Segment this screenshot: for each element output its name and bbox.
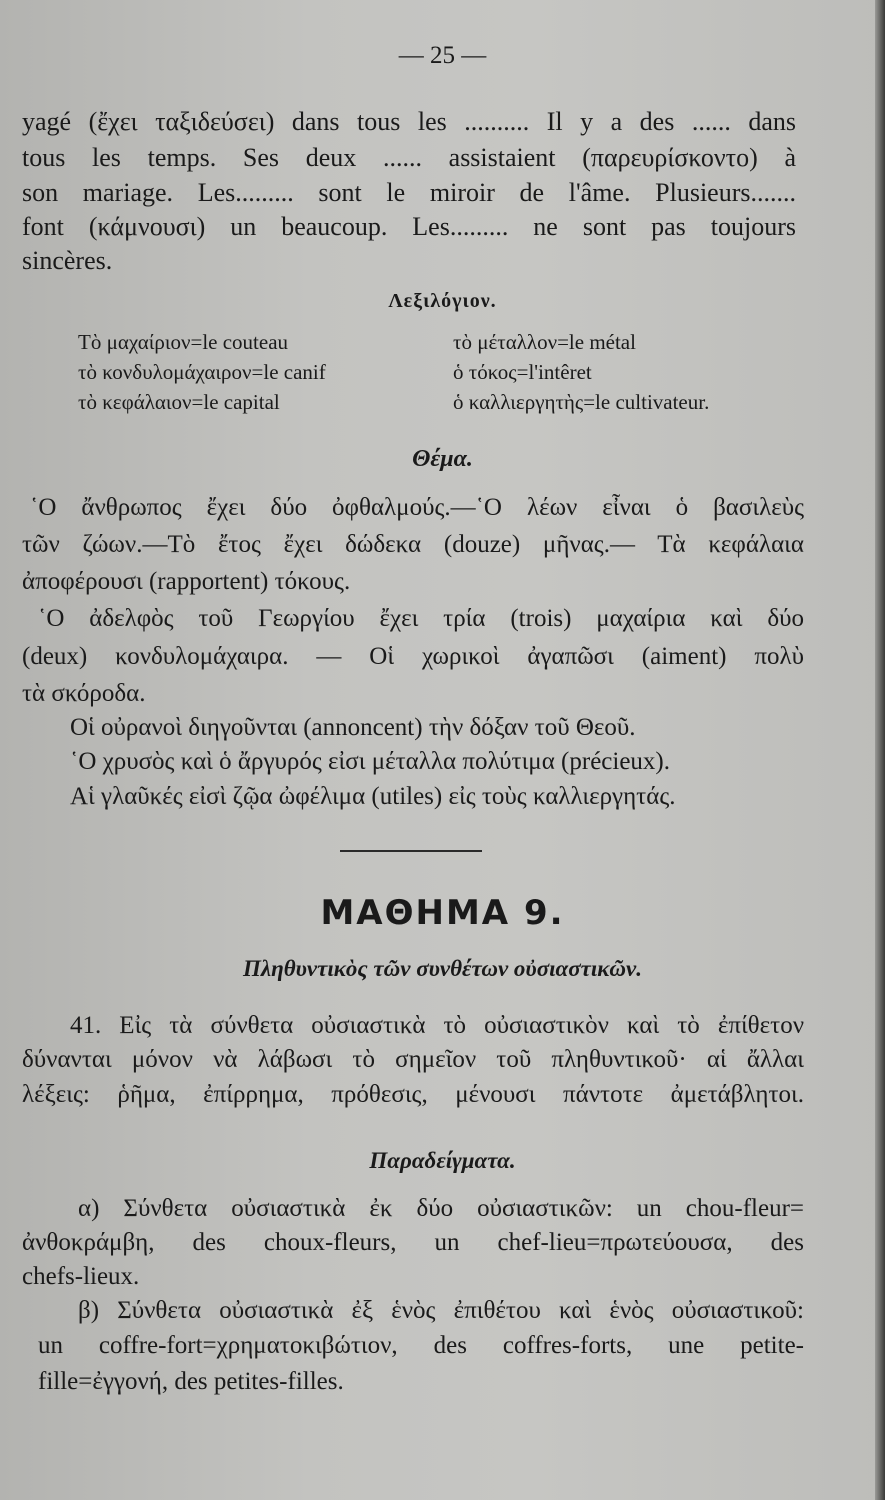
vocab-right-3: ὁ καλλιεργητὴς=le cultivateur. xyxy=(453,390,710,414)
rule-line-3: λέξεις: ῥῆμα, ἐπίρρημα, πρόθεσις, μένουσι πάντοτε ἀμετάβλητοι. xyxy=(22,1081,804,1108)
rule-line-1: 41. Εἰς τὰ σύνθετα οὐσιαστικὰ τὸ οὐσιαστικὸν καὶ τὸ ἐπίθετον xyxy=(70,1012,804,1039)
example-b-line-2: un coffre-fort=χρηματοκιβώτιον, des coffres-forts, une petite- xyxy=(38,1332,804,1359)
lesson-subtitle: Πληθυντικὸς τῶν συνθέτων οὐσιαστικῶν. xyxy=(243,956,642,981)
rule-line-2: δύνανται μόνον νὰ λάβωσι τὸ σημεῖον τοῦ πληθυντικοῦ· αἱ ἄλλαι xyxy=(22,1046,804,1073)
example-b-line-3: fille=ἐγγονή, des petites-filles. xyxy=(38,1368,344,1395)
exercise-line-2: tous les temps. Ses deux ...... assistaient (παρευρίσκοντο) à xyxy=(22,143,796,172)
vocab-right-2: ὁ τόκος=l'intêret xyxy=(453,360,592,384)
theme-line-3: ἀποφέρουσι (rapportent) τόκους. xyxy=(22,568,351,595)
theme-line-6: τὰ σκόροδα. xyxy=(22,680,146,707)
theme-line-1: ῾Ο ἄνθρωπος ἔχει δύο ὀφθαλμούς.—῾Ο λέων εἶναι ὁ βασιλεὺς xyxy=(30,494,804,521)
page-edge-shadow xyxy=(875,0,885,1500)
vocabulary-heading: Λεξιλόγιον. xyxy=(388,290,497,312)
vocab-left-1: Τὸ μαχαίριον=le couteau xyxy=(78,330,289,354)
vocab-left-2: τὸ κονδυλομάχαιρον=le canif xyxy=(78,360,326,384)
section-divider xyxy=(340,850,482,852)
theme-title: Θέμα. xyxy=(412,446,473,472)
example-a-line-2: ἀνθοκράμβη, des choux-fleurs, un chef-lieu=πρωτεύουσα, des xyxy=(22,1229,804,1256)
vocab-left-3: τὸ κεφάλαιον=le capital xyxy=(78,390,280,414)
examples-title: Παραδείγματα. xyxy=(369,1148,516,1173)
exercise-line-3: son mariage. Les......... sont le miroir de l'âme. Plusieurs....... xyxy=(22,178,796,207)
theme-line-2: τῶν ζώων.—Τὸ ἔτος ἔχει δώδεκα (douze) μῆνας.— Τὰ κεφάλαια xyxy=(22,531,804,558)
theme-line-4: ῾Ο ἀδελφὸς τοῦ Γεωργίου ἔχει τρία (trois) μαχαίρια καὶ δύο xyxy=(38,605,804,632)
lesson-title: ΜΑΘΗΜΑ 9. xyxy=(320,893,565,933)
exercise-line-1: yagé (ἔχει ταξιδεύσει) dans tous les .......... Il y a des ...... dans xyxy=(22,107,796,136)
exercise-line-4: font (κάμνουσι) un beaucoup. Les......... ne sont pas toujours xyxy=(22,212,796,241)
example-b-line-1: β) Σύνθετα οὐσιαστικὰ ἐξ ἑνὸς ἐπιθέτου καὶ ἑνὸς οὐσιαστικοῦ: xyxy=(78,1297,804,1324)
theme-line-8: ῾Ο χρυσὸς καὶ ὁ ἄργυρός εἰσι μέταλλα πολύτιμα (précieux). xyxy=(70,748,670,775)
page-number: — 25 — xyxy=(398,42,487,69)
theme-line-7: Οἱ οὐρανοὶ διηγοῦνται (annoncent) τὴν δόξαν τοῦ Θεοῦ. xyxy=(70,714,636,741)
example-a-line-3: chefs-lieux. xyxy=(22,1263,140,1290)
exercise-line-5: sincères. xyxy=(22,246,113,275)
theme-line-9: Αἱ γλαῦκές εἰσὶ ζῷα ὠφέλιμα (utiles) εἰς τοὺς καλλιεργητάς. xyxy=(70,783,676,810)
vocab-right-1: τὸ μέταλλον=le métal xyxy=(453,330,636,354)
theme-line-5: (deux) κονδυλομάχαιρα. — Οἱ χωρικοὶ ἀγαπῶσι (aiment) πολὺ xyxy=(22,643,804,670)
example-a-line-1: α) Σύνθετα οὐσιαστικὰ ἐκ δύο οὐσιαστικῶν: un chou-fleur= xyxy=(78,1195,804,1222)
